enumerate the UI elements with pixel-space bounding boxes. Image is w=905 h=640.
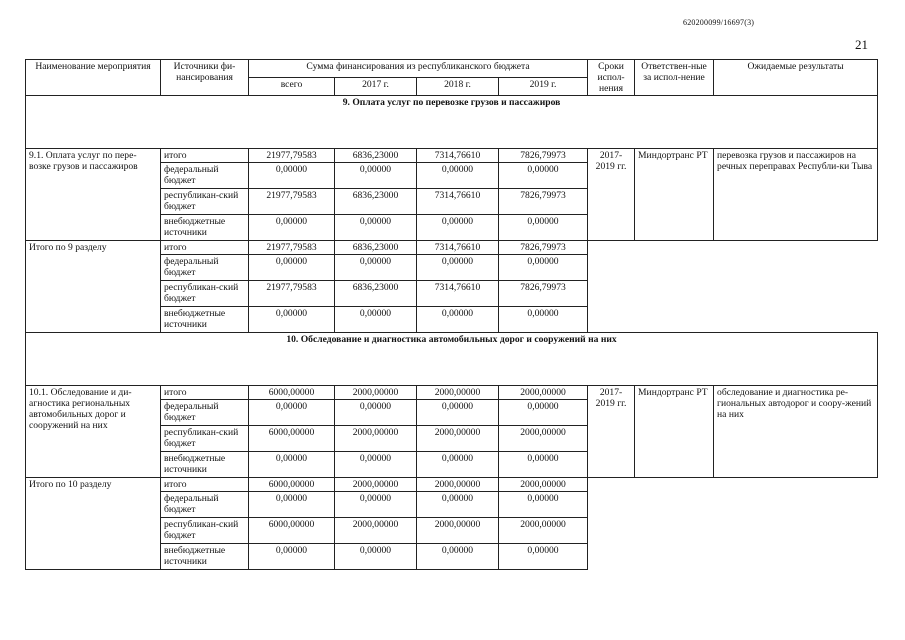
value-cell-y2017: 0,00000 xyxy=(335,307,417,333)
value-cell-y2019: 0,00000 xyxy=(499,452,588,478)
value-cell-y2018: 0,00000 xyxy=(417,452,499,478)
value-cell-total: 0,00000 xyxy=(249,255,335,281)
empty-cell xyxy=(588,478,878,570)
value-cell-total: 21977,79583 xyxy=(249,189,335,215)
value-cell-y2019: 2000,00000 xyxy=(499,426,588,452)
subtotal-row xyxy=(26,478,878,492)
source-cell: внебюджетные источники xyxy=(161,307,249,333)
item-responsible: Миндортранс РТ xyxy=(635,386,714,478)
section-title-row xyxy=(26,96,878,149)
source-cell: итого xyxy=(161,478,249,492)
subtotal-name: Итого по 10 разделу xyxy=(26,478,161,570)
value-cell-y2017: 0,00000 xyxy=(335,452,417,478)
value-cell-total: 6000,00000 xyxy=(249,426,335,452)
table-row xyxy=(26,149,878,163)
empty-cell xyxy=(588,241,878,333)
document-number: 620200099/16697(3) xyxy=(683,18,755,27)
value-cell-y2018: 0,00000 xyxy=(417,400,499,426)
value-cell-y2018: 0,00000 xyxy=(417,492,499,518)
source-cell: республикан-ский бюджет xyxy=(161,281,249,307)
value-cell-y2018: 2000,00000 xyxy=(417,426,499,452)
value-cell-y2019: 0,00000 xyxy=(499,400,588,426)
value-cell-y2018: 0,00000 xyxy=(417,307,499,333)
value-cell-y2019: 7826,79973 xyxy=(499,149,588,163)
value-cell-total: 6000,00000 xyxy=(249,386,335,400)
value-cell-y2018: 7314,76610 xyxy=(417,149,499,163)
source-cell: внебюджетные источники xyxy=(161,544,249,570)
header-responsible: Ответствен-ные за испол-нение xyxy=(635,60,714,96)
source-cell: республикан-ский бюджет xyxy=(161,426,249,452)
section-title: 9. Оплата услуг по перевозке грузов и пассажиров xyxy=(26,96,878,149)
value-cell-y2018: 7314,76610 xyxy=(417,241,499,255)
value-cell-y2017: 6836,23000 xyxy=(335,241,417,255)
value-cell-total: 0,00000 xyxy=(249,544,335,570)
source-cell: внебюджетные источники xyxy=(161,452,249,478)
value-cell-y2017: 0,00000 xyxy=(335,255,417,281)
header-total: всего xyxy=(249,78,335,96)
value-cell-y2019: 7826,79973 xyxy=(499,241,588,255)
header-2019: 2019 г. xyxy=(499,78,588,96)
value-cell-y2017: 2000,00000 xyxy=(335,386,417,400)
source-cell: итого xyxy=(161,241,249,255)
source-cell: итого xyxy=(161,386,249,400)
header-deadline: Сроки испол-нения xyxy=(588,60,635,96)
value-cell-total: 6000,00000 xyxy=(249,478,335,492)
subtotal-row xyxy=(26,241,878,255)
value-cell-total: 0,00000 xyxy=(249,400,335,426)
value-cell-total: 21977,79583 xyxy=(249,241,335,255)
value-cell-y2017: 2000,00000 xyxy=(335,426,417,452)
value-cell-y2019: 0,00000 xyxy=(499,215,588,241)
value-cell-y2017: 6836,23000 xyxy=(335,189,417,215)
value-cell-y2017: 6836,23000 xyxy=(335,149,417,163)
value-cell-y2019: 2000,00000 xyxy=(499,518,588,544)
source-cell: внебюджетные источники xyxy=(161,215,249,241)
header-results: Ожидаемые результаты xyxy=(714,60,878,96)
value-cell-y2019: 7826,79973 xyxy=(499,189,588,215)
value-cell-y2017: 2000,00000 xyxy=(335,518,417,544)
item-responsible: Миндортранс РТ xyxy=(635,149,714,241)
source-cell: итого xyxy=(161,149,249,163)
value-cell-total: 21977,79583 xyxy=(249,149,335,163)
item-name: 10.1. Обследование и ди-агностика региональных автомобильных дорог и сооружений на них xyxy=(26,386,161,478)
section-title: 10. Обследование и диагностика автомобильных дорог и сооружений на них xyxy=(26,333,878,386)
header-2018: 2018 г. xyxy=(417,78,499,96)
value-cell-y2017: 0,00000 xyxy=(335,215,417,241)
value-cell-y2017: 6836,23000 xyxy=(335,281,417,307)
item-deadline: 2017-2019 гг. xyxy=(588,149,635,241)
value-cell-total: 0,00000 xyxy=(249,163,335,189)
value-cell-y2019: 2000,00000 xyxy=(499,478,588,492)
financing-table xyxy=(25,59,878,570)
source-cell: федеральный бюджет xyxy=(161,492,249,518)
value-cell-total: 0,00000 xyxy=(249,307,335,333)
value-cell-y2019: 0,00000 xyxy=(499,307,588,333)
value-cell-y2017: 0,00000 xyxy=(335,400,417,426)
value-cell-y2018: 2000,00000 xyxy=(417,478,499,492)
page-number: 21 xyxy=(855,37,868,52)
value-cell-y2018: 7314,76610 xyxy=(417,189,499,215)
item-deadline: 2017-2019 гг. xyxy=(588,386,635,478)
value-cell-y2019: 0,00000 xyxy=(499,255,588,281)
value-cell-y2018: 2000,00000 xyxy=(417,518,499,544)
source-cell: республикан-ский бюджет xyxy=(161,518,249,544)
value-cell-total: 6000,00000 xyxy=(249,518,335,544)
header-name: Наименование мероприятия xyxy=(26,60,161,96)
value-cell-y2017: 2000,00000 xyxy=(335,478,417,492)
section-title-row xyxy=(26,333,878,386)
value-cell-total: 0,00000 xyxy=(249,492,335,518)
header-row-1 xyxy=(26,60,878,78)
header-sum-group: Сумма финансирования из республиканского бюджета xyxy=(249,60,588,78)
value-cell-y2017: 0,00000 xyxy=(335,492,417,518)
source-cell: федеральный бюджет xyxy=(161,400,249,426)
value-cell-y2018: 2000,00000 xyxy=(417,386,499,400)
item-result: перевозка грузов и пассажиров на речных переправах Республи-ки Тыва xyxy=(714,149,878,241)
item-name: 9.1. Оплата услуг по пере-возке грузов и пассажиров xyxy=(26,149,161,241)
value-cell-total: 0,00000 xyxy=(249,215,335,241)
value-cell-y2017: 0,00000 xyxy=(335,163,417,189)
value-cell-total: 21977,79583 xyxy=(249,281,335,307)
source-cell: республикан-ский бюджет xyxy=(161,189,249,215)
value-cell-total: 0,00000 xyxy=(249,452,335,478)
value-cell-y2019: 2000,00000 xyxy=(499,386,588,400)
subtotal-name: Итого по 9 разделу xyxy=(26,241,161,333)
value-cell-y2019: 0,00000 xyxy=(499,544,588,570)
value-cell-y2017: 0,00000 xyxy=(335,544,417,570)
value-cell-y2019: 7826,79973 xyxy=(499,281,588,307)
value-cell-y2018: 7314,76610 xyxy=(417,281,499,307)
header-sources: Источники фи-нансирования xyxy=(161,60,249,96)
source-cell: федеральный бюджет xyxy=(161,255,249,281)
value-cell-y2018: 0,00000 xyxy=(417,163,499,189)
source-cell: федеральный бюджет xyxy=(161,163,249,189)
value-cell-y2018: 0,00000 xyxy=(417,215,499,241)
item-result: обследование и диагностика ре-гиональных автодорог и соору-жений на них xyxy=(714,386,878,478)
value-cell-y2019: 0,00000 xyxy=(499,163,588,189)
value-cell-y2018: 0,00000 xyxy=(417,255,499,281)
table-row xyxy=(26,386,878,400)
header-2017: 2017 г. xyxy=(335,78,417,96)
value-cell-y2019: 0,00000 xyxy=(499,492,588,518)
value-cell-y2018: 0,00000 xyxy=(417,544,499,570)
